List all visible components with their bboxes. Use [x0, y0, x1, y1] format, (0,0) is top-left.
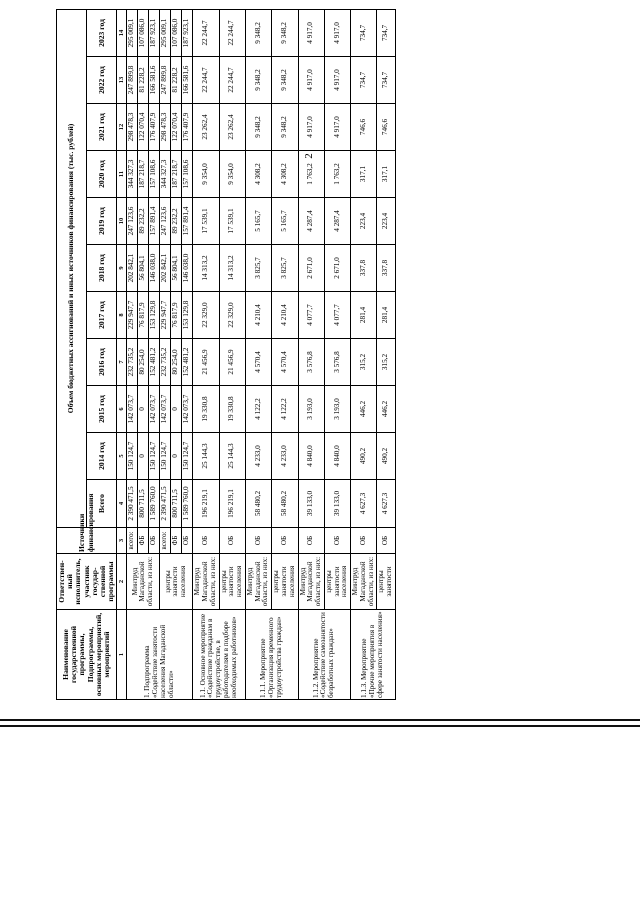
year-value-cell: 247 123,6 [127, 198, 138, 245]
header-name-col: Наименование государственной программы, Подпрограммы, основных мероприятий, мероприятий [57, 610, 117, 700]
table-row [298, 9, 324, 699]
year-value-cell: 3 576,8 [298, 339, 324, 386]
year-value-cell: 3 193,0 [324, 386, 350, 433]
year-value-cell: 315,2 [377, 339, 396, 386]
year-value-cell: 223,4 [351, 198, 377, 245]
total-value-cell: 2 390 471,5 [160, 480, 171, 528]
year-value-cell: 14 313,2 [219, 245, 245, 292]
column-number: 1 [117, 610, 127, 700]
page-rule-bottom [0, 725, 640, 727]
table-row [193, 9, 219, 699]
year-value-cell: 746,6 [351, 104, 377, 151]
year-value-cell: 9 348,2 [272, 57, 298, 104]
year-value-cell: 142 073,7 [149, 386, 160, 433]
year-value-cell: 3 825,7 [245, 245, 271, 292]
source-cell: ОБ [351, 528, 377, 554]
year-value-cell: 56 804,1 [138, 245, 149, 292]
year-value-cell: 9 354,0 [219, 151, 245, 198]
header-year: 2022 год [87, 57, 117, 104]
year-value-cell: 4 122,2 [245, 386, 271, 433]
program-name-cell: 1.1.3. Мероприятие «Прочие мероприятия в сфере занятости населения» [351, 610, 396, 700]
column-number: 5 [117, 433, 127, 480]
year-value-cell: 187 923,1 [182, 9, 193, 56]
column-number: 14 [117, 9, 127, 56]
header-year: 2021 год [87, 104, 117, 151]
year-value-cell: 150 124,7 [149, 433, 160, 480]
year-value-cell: 4 840,0 [298, 433, 324, 480]
year-value-cell: 89 232,2 [171, 198, 182, 245]
year-value-cell: 176 407,9 [149, 104, 160, 151]
executor-cell: Минтруд Магаданской области, из них: [245, 554, 271, 610]
year-value-cell: 9 354,0 [193, 151, 219, 198]
financing-table [56, 9, 396, 700]
total-value-cell: 1 589 760,0 [182, 480, 193, 528]
year-value-cell: 734,7 [351, 57, 377, 104]
source-cell: ФБ [138, 528, 149, 554]
total-value-cell: 2 390 471,5 [127, 480, 138, 528]
executor-cell: Минтруд Магаданской области, из них: [127, 554, 160, 610]
year-value-cell: 9 348,2 [245, 57, 271, 104]
year-value-cell: 4 122,2 [272, 386, 298, 433]
year-value-cell: 22 244,7 [193, 57, 219, 104]
year-value-cell: 202 842,1 [160, 245, 171, 292]
year-value-cell: 223,4 [377, 198, 396, 245]
year-value-cell: 187 218,7 [138, 151, 149, 198]
year-value-cell: 17 539,1 [219, 198, 245, 245]
year-value-cell: 734,7 [377, 57, 396, 104]
year-value-cell: 14 313,2 [193, 245, 219, 292]
year-value-cell: 4 077,7 [298, 292, 324, 339]
year-value-cell: 4 917,0 [298, 9, 324, 56]
header-row-1 [57, 9, 87, 699]
year-value-cell: 19 330,8 [219, 386, 245, 433]
year-value-cell: 146 038,0 [182, 245, 193, 292]
year-value-cell: 153 129,8 [149, 292, 160, 339]
year-value-cell: 157 108,6 [149, 151, 160, 198]
year-value-cell: 1 763,2 [324, 151, 350, 198]
program-name-cell: 1.1.2. Мероприятие «Содействие самозанятости безработных граждан» [298, 610, 351, 700]
year-value-cell: 281,4 [351, 292, 377, 339]
year-value-cell: 22 244,7 [219, 9, 245, 56]
year-value-cell: 22 329,0 [193, 292, 219, 339]
source-cell: всего: [160, 528, 171, 554]
year-value-cell: 4 917,0 [324, 104, 350, 151]
column-number: 4 [117, 480, 127, 528]
year-value-cell: 4 077,7 [324, 292, 350, 339]
year-value-cell: 0 [138, 433, 149, 480]
year-value-cell: 142 073,7 [127, 386, 138, 433]
header-executor-col: Ответствен-ный исполнитель, участник государ-ственной программы [57, 554, 117, 610]
year-value-cell: 202 842,1 [127, 245, 138, 292]
header-year: 2016 год [87, 339, 117, 386]
year-value-cell: 734,7 [377, 9, 396, 56]
year-value-cell: 0 [171, 433, 182, 480]
header-source-col: Источники финансирования [57, 528, 117, 554]
year-value-cell: 1 763,2 [298, 151, 324, 198]
year-value-cell: 81 228,2 [171, 57, 182, 104]
year-value-cell: 2 671,0 [324, 245, 350, 292]
source-cell: ОБ [149, 528, 160, 554]
year-value-cell: 232 735,2 [160, 339, 171, 386]
column-numbers-row [117, 9, 127, 699]
column-number: 6 [117, 386, 127, 433]
year-value-cell: 337,8 [351, 245, 377, 292]
total-value-cell: 800 711,5 [171, 480, 182, 528]
executor-cell: центры занятости населения [160, 554, 193, 610]
year-value-cell: 746,6 [377, 104, 396, 151]
year-value-cell: 3 576,8 [324, 339, 350, 386]
source-cell: ОБ [245, 528, 271, 554]
year-value-cell: 25 144,3 [219, 433, 245, 480]
year-value-cell: 150 124,7 [127, 433, 138, 480]
year-value-cell: 152 481,2 [149, 339, 160, 386]
year-value-cell: 298 478,3 [160, 104, 171, 151]
year-value-cell: 4 840,0 [324, 433, 350, 480]
year-value-cell: 4 287,4 [324, 198, 350, 245]
executor-cell: центры занятости населения [324, 554, 350, 610]
source-cell: ОБ [182, 528, 193, 554]
year-value-cell: 247 899,8 [127, 57, 138, 104]
year-value-cell: 22 329,0 [219, 292, 245, 339]
year-value-cell: 142 073,7 [160, 386, 171, 433]
column-number: 11 [117, 151, 127, 198]
year-value-cell: 344 327,3 [160, 151, 171, 198]
year-value-cell: 22 244,7 [193, 9, 219, 56]
executor-cell: Минтруд Магаданской области, из них: [298, 554, 324, 610]
year-value-cell: 4 917,0 [324, 9, 350, 56]
table-row [351, 9, 377, 699]
year-value-cell: 166 581,6 [182, 57, 193, 104]
table-row [272, 9, 298, 699]
year-value-cell: 80 254,0 [171, 339, 182, 386]
year-value-cell: 56 804,1 [171, 245, 182, 292]
year-value-cell: 4 210,4 [272, 292, 298, 339]
year-value-cell: 19 330,8 [193, 386, 219, 433]
page-rule-top [0, 719, 640, 721]
year-value-cell: 229 947,7 [160, 292, 171, 339]
column-number: 8 [117, 292, 127, 339]
year-value-cell: 446,2 [351, 386, 377, 433]
year-value-cell: 446,2 [377, 386, 396, 433]
header-year: 2018 год [87, 245, 117, 292]
year-value-cell: 4 570,4 [245, 339, 271, 386]
column-number: 7 [117, 339, 127, 386]
rotated-table-wrapper [56, 10, 596, 700]
executor-cell: центры занятости населения [272, 554, 298, 610]
total-value-cell: 58 480,2 [245, 480, 271, 528]
column-number: 2 [117, 554, 127, 610]
year-value-cell: 4 233,0 [245, 433, 271, 480]
year-value-cell: 81 228,2 [138, 57, 149, 104]
table-row [245, 9, 271, 699]
year-value-cell: 317,1 [351, 151, 377, 198]
table-row [324, 9, 350, 699]
header-year: 2020 год [87, 151, 117, 198]
year-value-cell: 107 086,0 [171, 9, 182, 56]
year-value-cell: 315,2 [351, 339, 377, 386]
header-year: 2015 год [87, 386, 117, 433]
year-value-cell: 176 407,9 [182, 104, 193, 151]
year-value-cell: 166 581,6 [149, 57, 160, 104]
year-value-cell: 490,2 [377, 433, 396, 480]
year-value-cell: 187 923,1 [149, 9, 160, 56]
year-value-cell: 295 009,1 [127, 9, 138, 56]
header-funding-group: Объем бюджетных ассигнований и иных источников финансирования (тыс. рублей) [57, 9, 87, 527]
year-value-cell: 4 917,0 [298, 104, 324, 151]
year-value-cell: 3 825,7 [272, 245, 298, 292]
total-value-cell: 39 133,0 [298, 480, 324, 528]
executor-cell: центры занятости населения [219, 554, 245, 610]
total-value-cell: 196 219,1 [219, 480, 245, 528]
year-value-cell: 76 817,9 [138, 292, 149, 339]
year-value-cell: 146 038,0 [149, 245, 160, 292]
total-value-cell: 4 627,3 [377, 480, 396, 528]
year-value-cell: 9 348,2 [272, 9, 298, 56]
year-value-cell: 122 070,4 [171, 104, 182, 151]
year-value-cell: 23 262,4 [193, 104, 219, 151]
year-value-cell: 317,1 [377, 151, 396, 198]
year-value-cell: 4 233,0 [272, 433, 298, 480]
year-value-cell: 344 327,3 [127, 151, 138, 198]
table-row [219, 9, 245, 699]
year-value-cell: 9 348,2 [245, 104, 271, 151]
year-value-cell: 153 129,8 [182, 292, 193, 339]
year-value-cell: 4 917,0 [298, 57, 324, 104]
year-value-cell: 5 165,7 [245, 198, 271, 245]
year-value-cell: 4 308,2 [245, 151, 271, 198]
year-value-cell: 22 244,7 [219, 57, 245, 104]
year-value-cell: 4 308,2 [272, 151, 298, 198]
year-value-cell: 247 123,6 [160, 198, 171, 245]
total-value-cell: 58 480,2 [272, 480, 298, 528]
year-value-cell: 490,2 [351, 433, 377, 480]
source-cell: ФБ [171, 528, 182, 554]
year-value-cell: 76 817,9 [171, 292, 182, 339]
page-number: 2 [302, 153, 315, 159]
year-value-cell: 4 570,4 [272, 339, 298, 386]
year-value-cell: 4 210,4 [245, 292, 271, 339]
year-value-cell: 157 108,6 [182, 151, 193, 198]
year-value-cell: 23 262,4 [219, 104, 245, 151]
year-value-cell: 281,4 [377, 292, 396, 339]
year-value-cell: 734,7 [351, 9, 377, 56]
year-value-cell: 2 671,0 [298, 245, 324, 292]
year-value-cell: 0 [138, 386, 149, 433]
year-value-cell: 232 735,2 [127, 339, 138, 386]
year-value-cell: 25 144,3 [193, 433, 219, 480]
year-value-cell: 17 539,1 [193, 198, 219, 245]
total-value-cell: 39 133,0 [324, 480, 350, 528]
year-value-cell: 4 287,4 [298, 198, 324, 245]
year-value-cell: 122 070,4 [138, 104, 149, 151]
source-cell: ОБ [324, 528, 350, 554]
executor-cell: Минтруд Магаданской области, из них: [193, 554, 219, 610]
column-number: 9 [117, 245, 127, 292]
year-value-cell: 157 891,4 [182, 198, 193, 245]
source-cell: ОБ [193, 528, 219, 554]
total-value-cell: 800 711,5 [138, 480, 149, 528]
year-value-cell: 4 917,0 [324, 57, 350, 104]
source-cell: ОБ [377, 528, 396, 554]
year-value-cell: 3 193,0 [298, 386, 324, 433]
table-row [160, 9, 171, 699]
year-value-cell: 157 891,4 [149, 198, 160, 245]
column-number: 10 [117, 198, 127, 245]
year-value-cell: 80 254,0 [138, 339, 149, 386]
executor-cell: Минтруд Магаданской области, из них: [351, 554, 377, 610]
header-year: 2019 год [87, 198, 117, 245]
source-cell: ОБ [272, 528, 298, 554]
year-value-cell: 9 348,2 [272, 104, 298, 151]
year-value-cell: 142 073,7 [182, 386, 193, 433]
year-value-cell: 0 [171, 386, 182, 433]
year-value-cell: 9 348,2 [245, 9, 271, 56]
total-value-cell: 1 589 760,0 [149, 480, 160, 528]
program-name-cell: 1.1.1. Мероприятие «Организация временного трудоустройства граждан» [245, 610, 298, 700]
program-name-cell: 1. Подпрограмма «Содействие занятости населения Магаданской области» [127, 610, 193, 700]
year-value-cell: 187 218,7 [171, 151, 182, 198]
year-value-cell: 89 232,2 [138, 198, 149, 245]
year-value-cell: 247 899,8 [160, 57, 171, 104]
header-year: 2014 год [87, 433, 117, 480]
year-value-cell: 107 086,0 [138, 9, 149, 56]
year-value-cell: 337,8 [377, 245, 396, 292]
total-value-cell: 4 627,3 [351, 480, 377, 528]
year-value-cell: 152 481,2 [182, 339, 193, 386]
year-value-cell: 295 009,1 [160, 9, 171, 56]
program-name-cell: 1.1. Основное мероприятие «Содействие гражданам в трудоустройстве, в работодателям в подборе необходимых работников» [193, 610, 246, 700]
table-row [127, 9, 138, 699]
year-value-cell: 229 947,7 [127, 292, 138, 339]
header-year: 2017 год [87, 292, 117, 339]
total-value-cell: 196 219,1 [193, 480, 219, 528]
executor-cell: центры занятости [377, 554, 396, 610]
header-total: Всего [87, 480, 117, 528]
source-cell: всего: [127, 528, 138, 554]
source-cell: ОБ [298, 528, 324, 554]
column-number: 3 [117, 528, 127, 554]
year-value-cell: 150 124,7 [160, 433, 171, 480]
year-value-cell: 5 165,7 [272, 198, 298, 245]
year-value-cell: 21 456,9 [193, 339, 219, 386]
column-number: 13 [117, 57, 127, 104]
year-value-cell: 21 456,9 [219, 339, 245, 386]
source-cell: ОБ [219, 528, 245, 554]
table-row [377, 9, 396, 699]
column-number: 12 [117, 104, 127, 151]
year-value-cell: 298 478,3 [127, 104, 138, 151]
year-value-cell: 150 124,7 [182, 433, 193, 480]
header-year: 2023 год [87, 9, 117, 56]
